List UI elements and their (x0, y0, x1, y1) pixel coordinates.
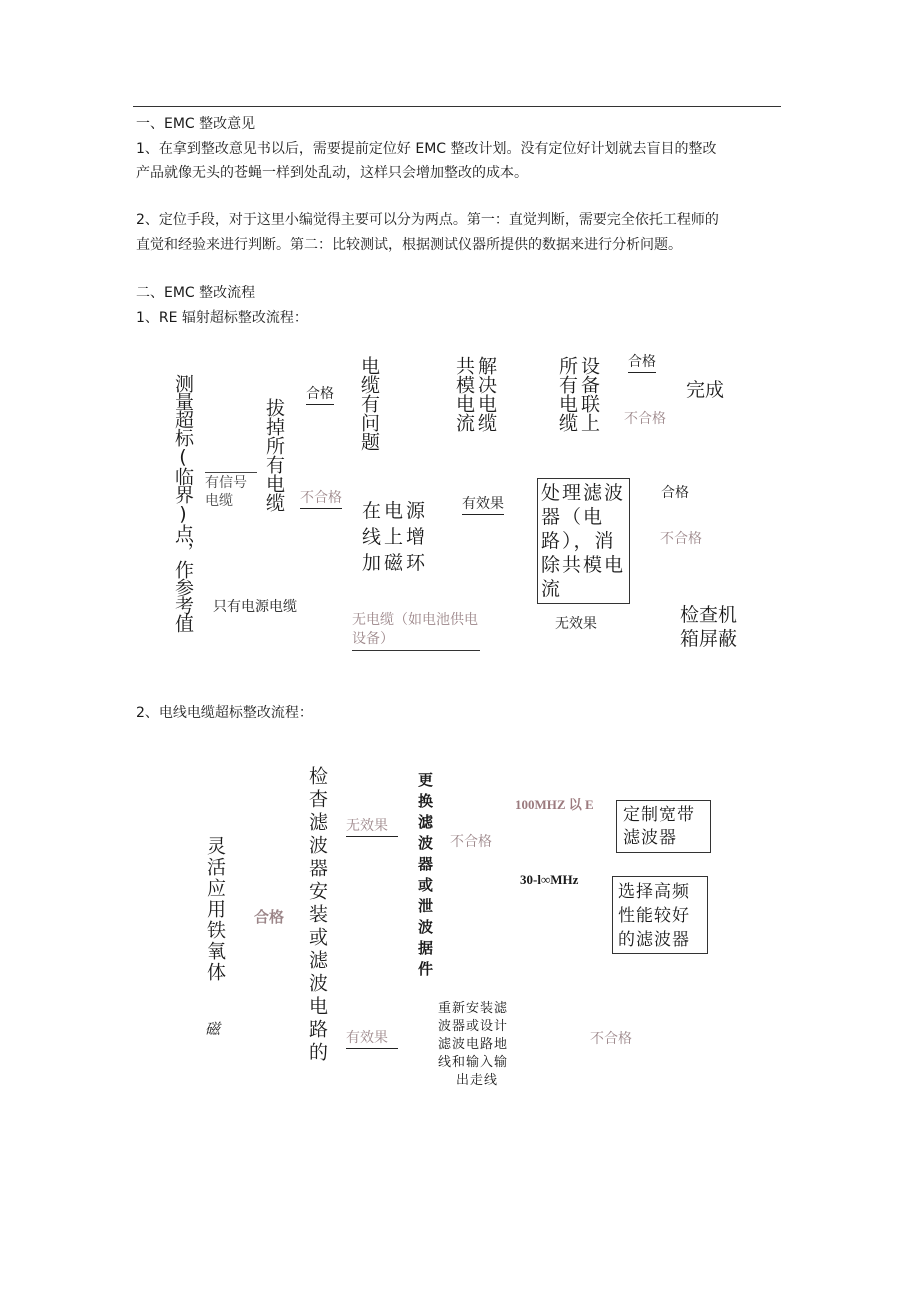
label-pass-2: 合格 (628, 351, 656, 373)
paragraph-2-line-1: 2、定位手段，对于这里小编觉得主要可以分为两点。第一：直觉判断，需要完全依托工程师的 (136, 212, 719, 228)
label-effective-1: 有效果 (462, 493, 504, 515)
paragraph-1-line-1: 1、在拿到整改意见书以后，需要提前定位好 EMC 整改计划。没有定位好计划就去盲目的整改 (136, 141, 717, 157)
label-fail-flow2-2: 不合格 (590, 1031, 632, 1047)
select-filter-node: 选择高频性能较好的滤波器 (612, 876, 708, 954)
check-filter-node: 检杳滤波器安装或滤波电路的 (306, 766, 328, 1065)
label-no-effect-1: 无效果 (555, 616, 597, 632)
flow2-title: 2、电线电缆超标整改流程： (136, 705, 313, 721)
label-fail-flow2-1: 不合格 (450, 834, 492, 850)
freq-30mhz: 30-l∞MHz (520, 872, 579, 887)
flexible-ferrite-node: 灵活应用铁氧体 (204, 836, 226, 983)
paragraph-1-line-2: 产品就像无头的苍蝇一样到处乱动，这样只会增加整改的成本。 (136, 165, 528, 181)
reinstall-node: 重新安装滤 波器或设计 滤波电路地 线和输入输 出走线 (438, 1001, 509, 1088)
measure-node: 测量超标(临界)点，作参考值 (172, 374, 194, 632)
unplug-cables-node: 拔掉所有电缆 (263, 398, 285, 512)
label-fail-2: 不合格 (624, 411, 666, 427)
label-pass-flow2: 合格 (254, 908, 285, 926)
solve-common-mode-text: 解决电缆共模电流 (453, 356, 497, 432)
devices-connected-text: 设备联上所有电缆 (556, 356, 600, 432)
label-fail-3: 不合格 (660, 531, 702, 547)
flow1-title: 1、RE 辐射超标整改流程： (136, 310, 308, 326)
done-node: 完成 (686, 379, 725, 401)
custom-filter-node: 定制宽带滤波器 (616, 800, 711, 853)
label-fail-1: 不合格 (300, 487, 342, 509)
cable-issue-node: 电缆有问题 (358, 356, 380, 451)
freq-100mhz: 100MHZ 以 E (515, 797, 594, 812)
ferrite-tail: 磁 (205, 1020, 221, 1038)
add-ferrite-node: 在电源线上增加磁环 (362, 500, 429, 574)
label-only-power-cable: 只有电源电缆 (213, 599, 297, 615)
label-effective-2: 有效果 (346, 1027, 398, 1049)
check-shield-node: 检查机箱屏蔽 (680, 604, 738, 650)
label-pass-3: 合格 (661, 485, 689, 501)
label-has-signal-cable: 有信号电缆 (205, 472, 257, 510)
devices-connected-node (556, 356, 604, 444)
process-filter-node: 处理滤波器（电路），消除共模电流 (537, 478, 630, 604)
solve-common-mode-node (449, 356, 497, 444)
label-pass-1: 合格 (306, 383, 334, 405)
section1-heading: 一、EMC 整改意见 (136, 116, 256, 132)
section2-heading: 二、EMC 整改流程 (136, 285, 256, 301)
header-rule (133, 106, 781, 107)
label-no-effect-2: 无效果 (346, 815, 398, 837)
label-no-cable: 无电缆（如电池供电设备） (352, 611, 480, 651)
paragraph-2-line-2: 直觉和经验来进行判断。第二：比较测试，根据测试仪器所提供的数据来进行分析问题。 (136, 237, 682, 253)
replace-filter-node: 更换滤波器或泄波据件 (416, 772, 434, 982)
